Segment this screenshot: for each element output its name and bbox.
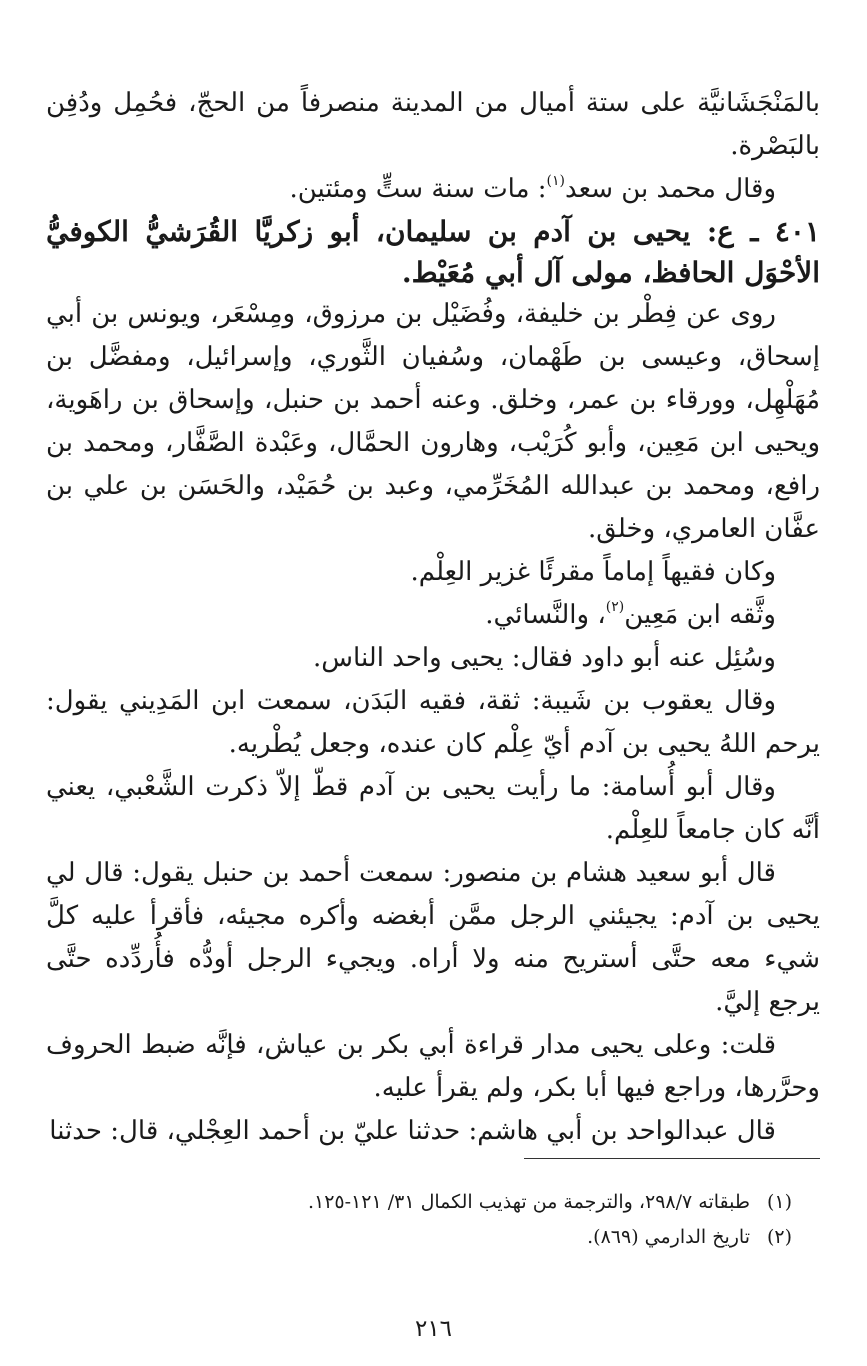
footnote-number: (١): [766, 1191, 792, 1213]
paragraph-death-date: [46, 168, 820, 211]
paragraph-author-note: قلت: وعلى يحيى مدار قراءة أبي بكر بن عياش، فإنَّه ضبط الحروف وحرَّرها، وراجع فيها أبا بكر، ولم يقرأ عليه.: [46, 1030, 820, 1103]
death-date-tail: : مات سنة ستٍّ ومئتين.: [289, 174, 547, 204]
page-number: ٢١٦: [414, 1316, 453, 1342]
footnotes: [46, 1185, 792, 1255]
footnote-text: طبقاته ٢٩٨/٧، والترجمة من تهذيب الكمال ٣١/ ١٢١-١٢٥.: [307, 1191, 750, 1213]
footnote-ref-1[interactable]: (١): [546, 173, 566, 189]
paragraph-yaqub: وقال يعقوب بن شَيبة: ثقة، فقيه البَدَن، سمعت ابن المَدِيني يقول: يرحم اللهُ يحيى بن آدم أيّ عِلْم كان عنده، وجعل يُطْريه.: [46, 686, 820, 759]
footnote-2: [46, 1220, 792, 1255]
paragraph-abdulwahid: قال عبدالواحد بن أبي هاشم: حدثنا عليّ بن أحمد العِجْلي، قال: حدثنا: [49, 1116, 776, 1146]
paragraph-narrators: روى عن فِطْر بن خليفة، وفُضَيْل بن مرزوق، ومِسْعَر، ويونس بن أبي إسحاق، وعيسى بن طَهْمان، وسُفيان الثَّوري، وإسرائيل، ومفضَّل بن مُهَلْهِل، وورقاء بن عمر، وخلق. وعنه أحمد بن حنبل، وإسحاق بن راهَوية، ويحيى ابن مَعِين، وأبو كُرَيْب، وهارون الحمَّال، وعَبْدة الصَّفَّار، ومحمد بن رافع، ومحمد بن عبدالله المُخَرِّمي، وعبد بن حُمَيْد، والحَسَن بن علي بن عفَّان العامري، وخلق.: [46, 299, 820, 544]
trusted-tail: ، والنَّسائي.: [485, 600, 606, 630]
trusted-text: وثَّقه ابن مَعِين: [624, 600, 776, 630]
footnote-1: [46, 1185, 792, 1220]
entry-heading: ٤٠١ ـ ع: يحيى بن آدم بن سليمان، أبو زكريَّا القُرَشيُّ الكوفيُّ الأحْوَل الحافظ، مولى آل أبي مُعَيْط.: [46, 215, 820, 289]
footnote-number: (٢): [766, 1226, 792, 1248]
footnote-text: تاريخ الدارمي (٨٦٩).: [587, 1226, 750, 1248]
paragraph-abu-dawud: وسُئِل عنه أبو داود فقال: يحيى واحد الناس.: [313, 643, 776, 673]
paragraph-abu-usama: وقال أبو أُسامة: ما رأيت يحيى بن آدم قطّ إلاّ ذكرت الشَّعْبي، يعني أنَّه كان جامعاً للعِلْم.: [46, 772, 820, 845]
footnote-separator: [524, 1158, 820, 1159]
paragraph-abu-said: قال أبو سعيد هشام بن منصور: سمعت أحمد بن حنبل يقول: قال لي يحيى بن آدم: يجيئني الرجل ممَّن أبغضه وأكره مجيئه، فأقرأ عليه كلَّ شيء معه حتَّى أستريح منه ولا أراه. ويجيء الرجل أودُّه فأُردِّده حتَّى يرجع إليَّ.: [46, 858, 820, 1017]
paragraph-trusted: [46, 594, 820, 637]
death-date-text: وقال محمد بن سعد: [565, 174, 776, 204]
footnote-ref-2[interactable]: (٢): [605, 599, 625, 615]
paragraph-burial: بالمَنْجَشَانيَّة على ستة أميال من المدينة منصرفاً من الحجّ، فحُمِل ودُفِن بالبَصْرة.: [46, 88, 820, 161]
paragraph-scholar: وكان فقيهاً إماماً مقرئًا غزير العِلْم.: [410, 557, 776, 587]
main-text: [46, 82, 820, 1153]
